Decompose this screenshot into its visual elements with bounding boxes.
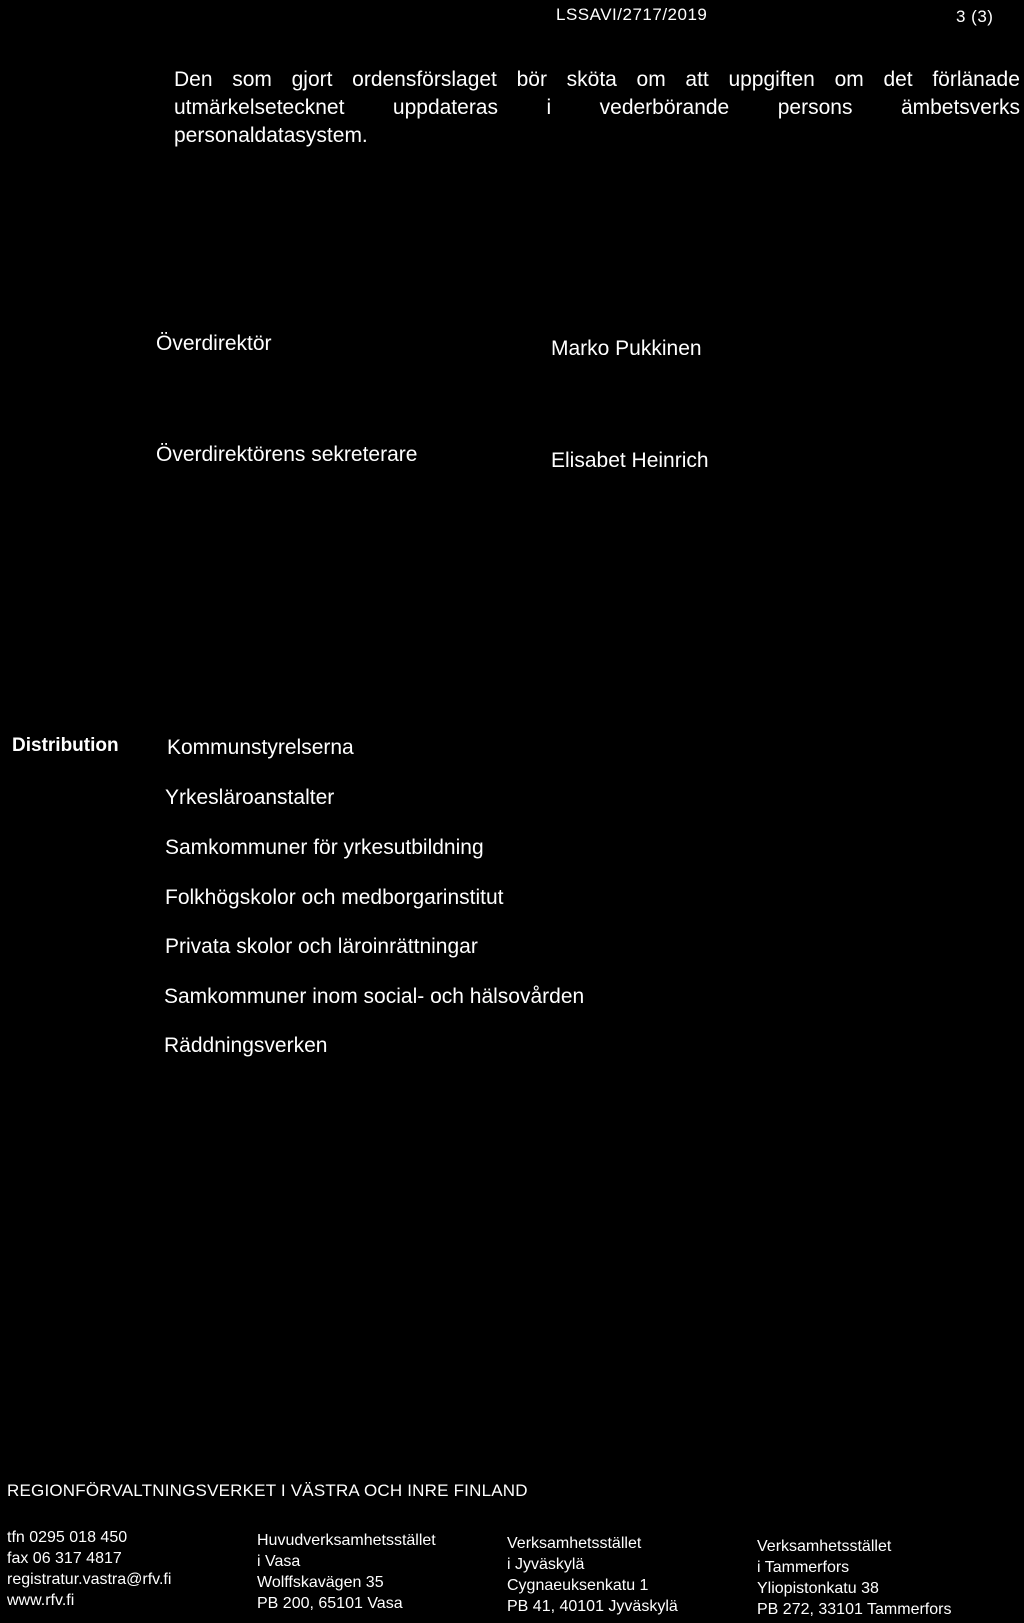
word: att — [685, 68, 709, 91]
contact-block — [7, 1527, 171, 1611]
word: ordensförslaget — [352, 68, 497, 91]
word: förlänade — [932, 68, 1020, 91]
office-name: Huvudverksamhetsstället — [257, 1532, 436, 1549]
office-street: Yliopistonkatu 38 — [757, 1580, 879, 1597]
office-postbox: PB 200, 65101 Vasa — [257, 1595, 403, 1612]
word: utmärkelsetecknet — [174, 96, 345, 119]
word: i — [546, 96, 552, 119]
word: gjort — [291, 68, 333, 91]
word: ämbetsverks — [900, 96, 1020, 119]
word: bör — [516, 68, 547, 91]
page-number: 3 (3) — [956, 7, 994, 26]
word: som — [232, 68, 272, 91]
office-postbox: PB 272, 33101 Tammerfors — [757, 1601, 952, 1618]
signatory-title: Överdirektör — [156, 332, 272, 355]
word: det — [883, 68, 913, 91]
organization-name: REGIONFÖRVALTNINGSVERKET I VÄSTRA OCH INRE FINLAND — [7, 1481, 528, 1500]
paragraph-line-2 — [174, 94, 1020, 122]
paragraph-line-1 — [174, 66, 1020, 94]
distribution-item: Räddningsverken — [164, 1034, 328, 1057]
distribution-item: Privata skolor och läroinrättningar — [165, 935, 478, 958]
fax-number: fax 06 317 4817 — [7, 1550, 122, 1567]
paragraph-line-3: personaldatasystem. — [174, 124, 368, 147]
distribution-item: Folkhögskolor och medborgarinstitut — [165, 886, 504, 909]
word: vederbörande — [599, 96, 730, 119]
office-city: i Vasa — [257, 1553, 301, 1570]
distribution-item: Kommunstyrelserna — [167, 736, 354, 759]
office-street: Cygnaeuksenkatu 1 — [507, 1577, 649, 1594]
office-name: Verksamhetsstället — [507, 1535, 642, 1552]
word: om — [636, 68, 666, 91]
word: uppdateras — [392, 96, 498, 119]
website: www.rfv.fi — [7, 1592, 75, 1609]
phone-number: tfn 0295 018 450 — [7, 1529, 128, 1546]
word: uppgiften — [728, 68, 815, 91]
secretary-title: Överdirektörens sekreterare — [156, 443, 418, 466]
distribution-item: Samkommuner för yrkesutbildning — [165, 836, 484, 859]
signatory-name: Marko Pukkinen — [551, 337, 702, 360]
distribution-label: Distribution — [12, 735, 119, 756]
secretary-name: Elisabet Heinrich — [551, 449, 709, 472]
office-jyvaskyla — [507, 1533, 678, 1617]
word: om — [834, 68, 864, 91]
office-name: Verksamhetsstället — [757, 1538, 892, 1555]
instruction-paragraph — [174, 66, 1020, 150]
office-city: i Jyväskylä — [507, 1556, 585, 1573]
word: sköta — [566, 68, 617, 91]
office-city: i Tammerfors — [757, 1559, 850, 1576]
office-tammerfors — [757, 1536, 951, 1620]
office-vasa — [257, 1530, 436, 1614]
distribution-item: Samkommuner inom social- och hälsovården — [164, 985, 585, 1008]
distribution-item: Yrkesläroanstalter — [165, 786, 335, 809]
reference-number: LSSAVI/2717/2019 — [556, 5, 708, 24]
word: Den — [174, 68, 213, 91]
word: persons — [777, 96, 853, 119]
office-street: Wolffskavägen 35 — [257, 1574, 384, 1591]
office-postbox: PB 41, 40101 Jyväskylä — [507, 1598, 678, 1615]
email-address: registratur.vastra@rfv.fi — [7, 1571, 172, 1588]
